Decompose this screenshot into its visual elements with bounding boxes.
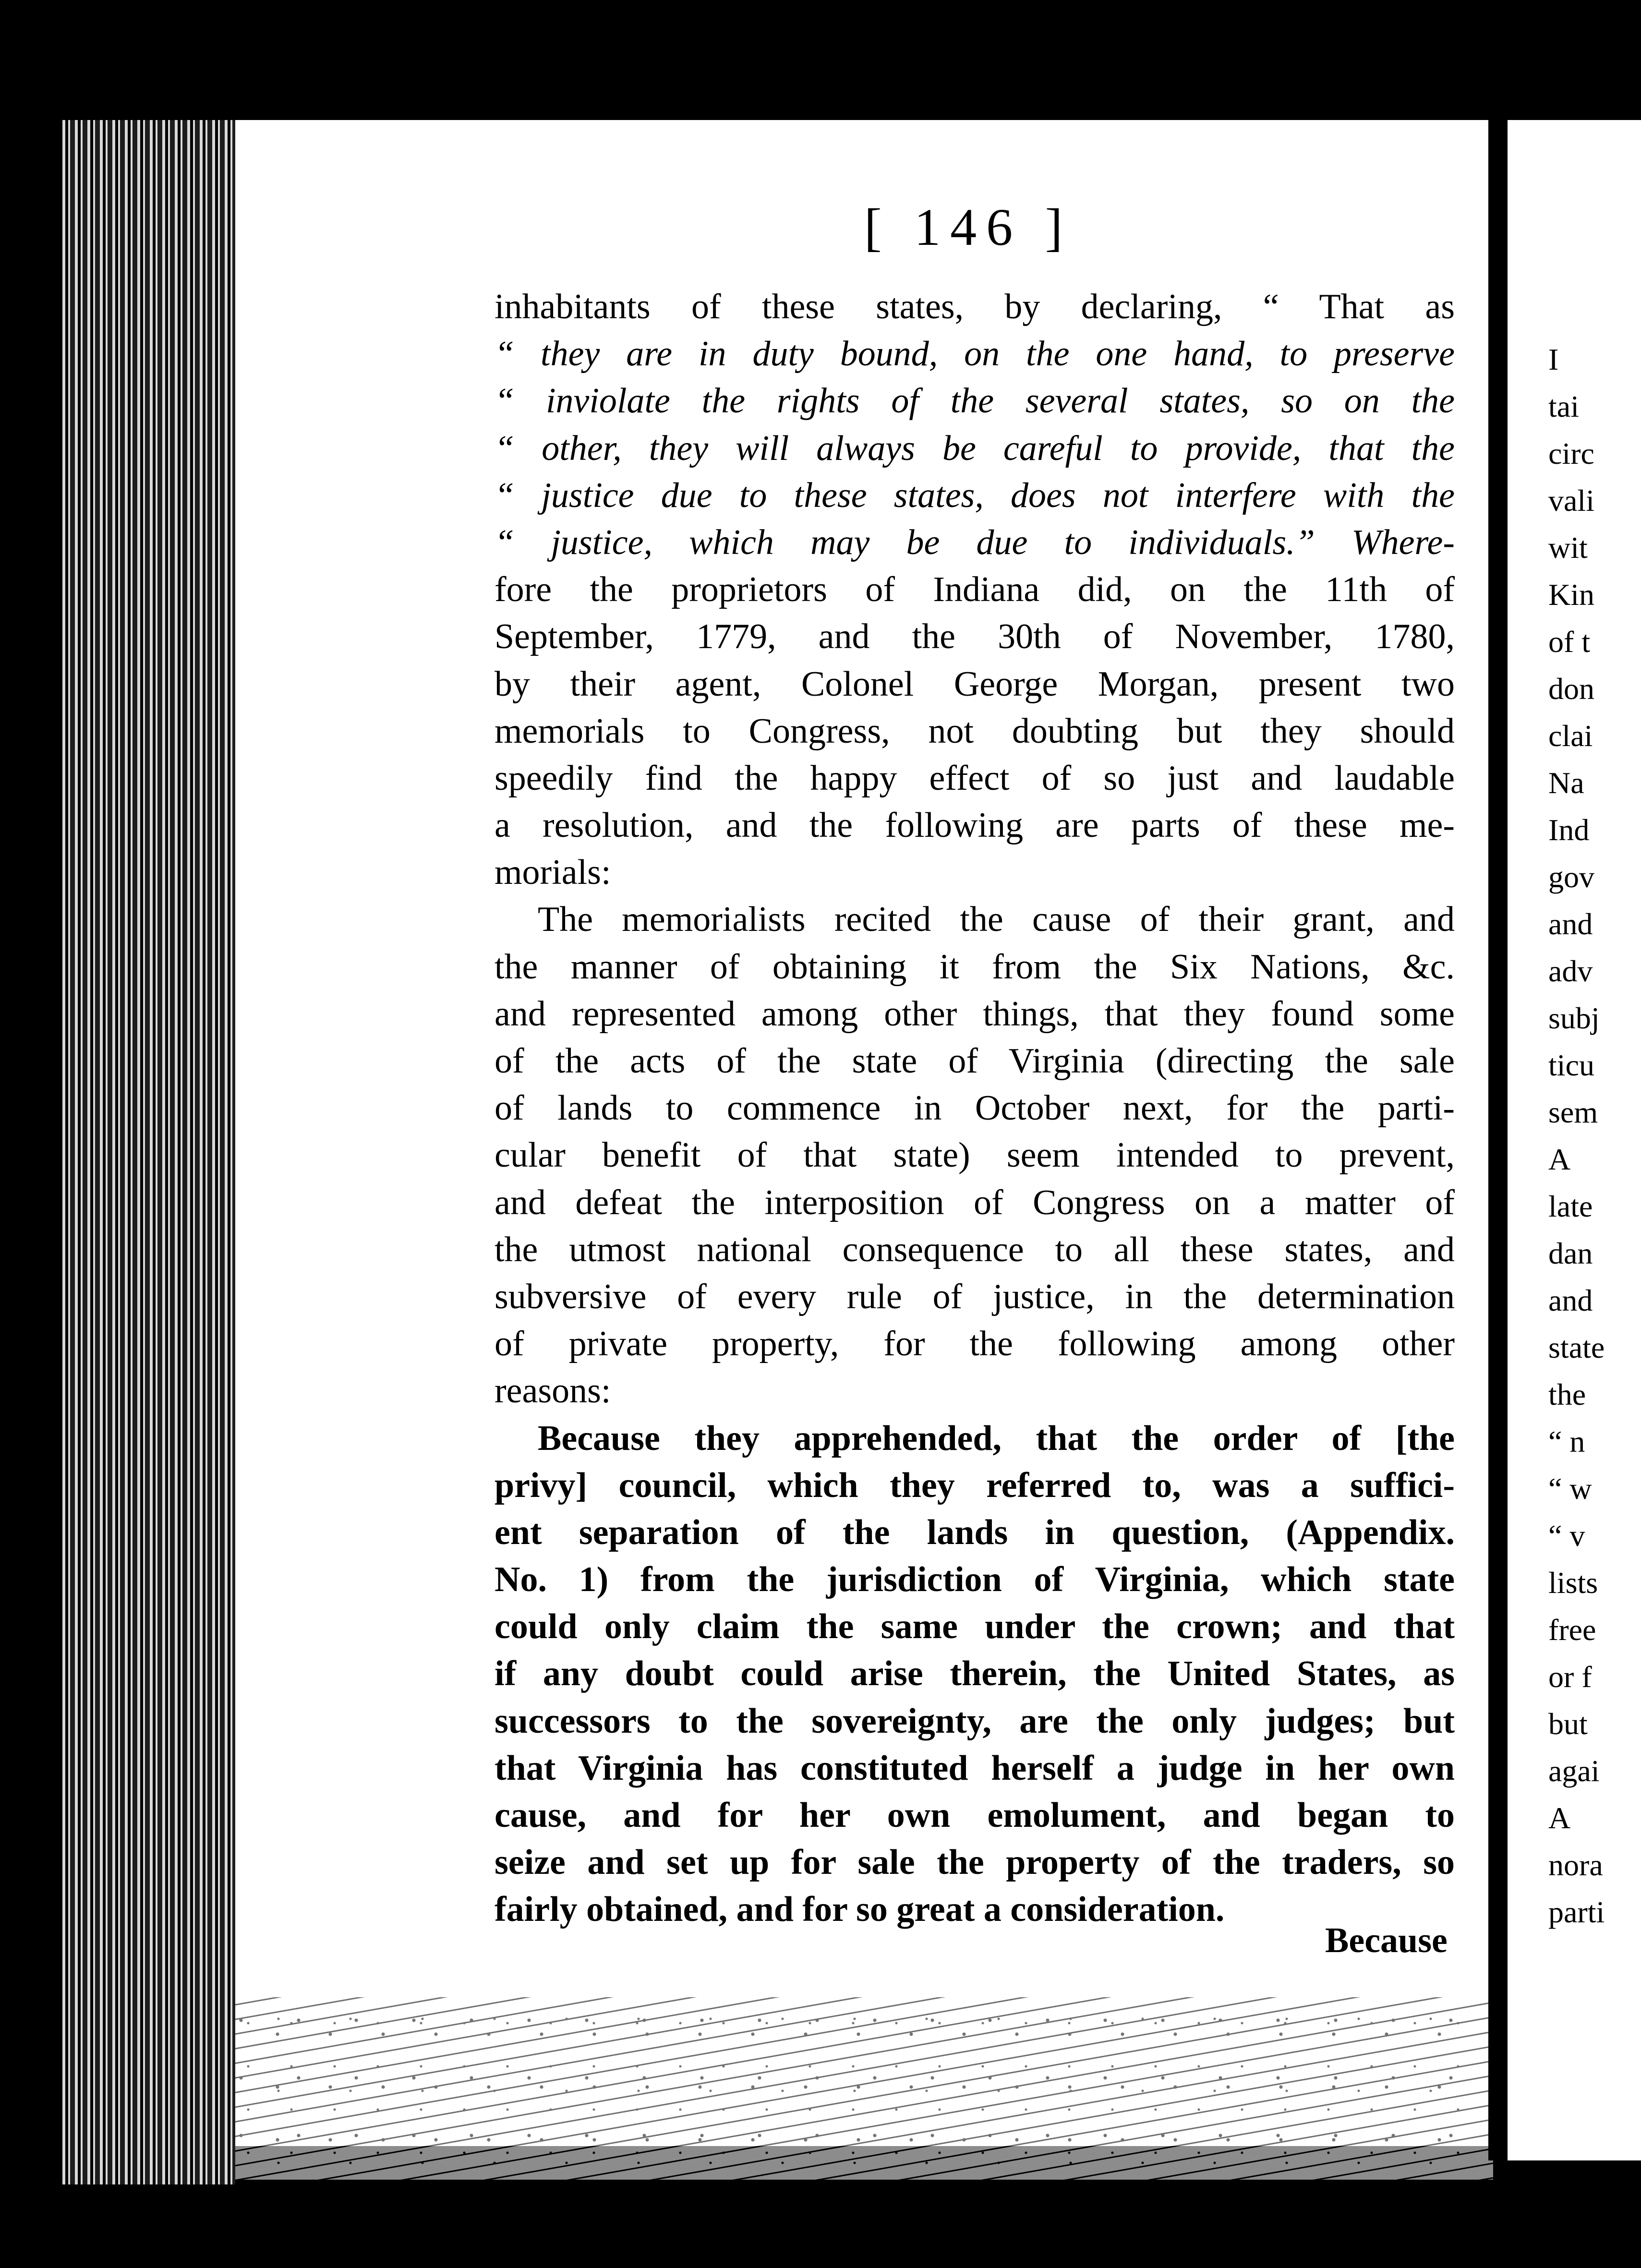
book-page-edges — [62, 120, 235, 2184]
facing-page-fragment: vali — [1548, 483, 1594, 518]
text-line: fore the proprietors of Indiana did, on the 11th of — [495, 570, 1455, 610]
facing-page-fragment: subj — [1548, 1001, 1600, 1035]
facing-page-fragment: “ v — [1548, 1519, 1585, 1553]
text-line: and represented among other things, that they found some — [495, 994, 1455, 1034]
text-line: September, 1779, and the 30th of November, 1780, — [495, 617, 1455, 657]
facing-page-fragment: tai — [1548, 389, 1579, 423]
text-line: “ other, they will always be careful to provide, that the — [495, 428, 1455, 468]
facing-page-fragment: Ind — [1548, 813, 1590, 847]
facing-page-fragment: don — [1548, 672, 1594, 706]
text-line: by their agent, Colonel George Morgan, present two — [495, 664, 1455, 704]
facing-page-fragment: A — [1548, 1801, 1571, 1835]
text-line: successors to the sovereignty, are the only judges; but — [495, 1701, 1455, 1741]
body-text — [495, 283, 1455, 1933]
facing-page-fragment: I — [1548, 342, 1559, 376]
text-line: of private property, for the following among other — [495, 1324, 1455, 1364]
facing-page-fragment: “ w — [1548, 1472, 1592, 1506]
text-line: cular benefit of that state) seem intended to prevent, — [495, 1135, 1455, 1175]
text-line: seize and set up for sale the property of the traders, so — [495, 1843, 1455, 1882]
text-line: the manner of obtaining it from the Six Nations, &c. — [495, 947, 1455, 987]
page-scan-noise — [235, 1997, 1493, 2180]
text-line: Because they apprehended, that the order of [the — [538, 1418, 1455, 1458]
text-line: reasons: — [495, 1371, 611, 1411]
facing-page-fragment: parti — [1548, 1895, 1605, 1929]
text-line: memorials to Congress, not doubting but they should — [495, 711, 1455, 751]
text-line: morials: — [495, 853, 611, 893]
text-line: ent separation of the lands in question, (Appendix. — [495, 1512, 1455, 1552]
facing-page-fragment: but — [1548, 1707, 1588, 1741]
facing-page-fragment: ticu — [1548, 1048, 1594, 1082]
text-line: “ inviolate the rights of the several states, so on the — [495, 381, 1455, 421]
text-line: of lands to commence in October next, for the parti- — [495, 1088, 1455, 1128]
facing-page-fragment: and — [1548, 907, 1593, 941]
text-line: privy] council, which they referred to, was a suffici- — [495, 1465, 1455, 1505]
text-line: the utmost national consequence to all these states, and — [495, 1230, 1455, 1269]
text-line: “ justice due to these states, does not interfere with the — [495, 475, 1455, 515]
facing-page-fragment: state — [1548, 1330, 1605, 1364]
facing-page-fragment: sem — [1548, 1095, 1598, 1129]
text-line: of the acts of the state of Virginia (directing the sale — [495, 1041, 1455, 1081]
facing-page-fragment: nora — [1548, 1848, 1603, 1882]
facing-page-fragment: dan — [1548, 1236, 1593, 1270]
text-line: that Virginia has constituted herself a judge in her own — [495, 1748, 1455, 1788]
facing-page-fragment: gov — [1548, 860, 1594, 894]
facing-page-fragment: the — [1548, 1377, 1586, 1411]
facing-page-fragment: or f — [1548, 1660, 1592, 1694]
text-line: cause, and for her own emolument, and began to — [495, 1796, 1455, 1835]
text-line: and defeat the interposition of Congress on a matter of — [495, 1182, 1455, 1222]
text-line: “ they are in duty bound, on the one hand, to preserve — [495, 334, 1455, 374]
text-line: could only claim the same under the crown; and that — [495, 1607, 1455, 1647]
facing-page-fragment: Na — [1548, 766, 1584, 800]
facing-page-text — [1548, 336, 1641, 1936]
facing-page-fragment: free — [1548, 1613, 1596, 1647]
facing-page-fragment: of t — [1548, 625, 1591, 659]
catchword: Because — [1325, 1921, 1448, 1960]
facing-page-fragment: “ n — [1548, 1424, 1585, 1459]
text-line: inhabitants of these states, by declaring, “ That as — [495, 287, 1455, 326]
text-line: a resolution, and the following are parts of these me- — [495, 806, 1455, 845]
facing-page-fragment: agai — [1548, 1754, 1600, 1788]
facing-page-fragment: lists — [1548, 1566, 1598, 1600]
text-line: “ justice, which may be due to individuals.” Where- — [495, 522, 1455, 562]
text-line: speedily find the happy effect of so just and laudable — [495, 758, 1455, 798]
text-line: The memorialists recited the cause of their grant, and — [538, 900, 1455, 940]
facing-page-fragment: adv — [1548, 954, 1593, 988]
facing-page-fragment: and — [1548, 1283, 1593, 1317]
book-gutter — [1488, 120, 1497, 2160]
text-line: fairly obtained, and for so great a consideration. — [495, 1890, 1225, 1930]
text-line: subversive of every rule of justice, in the determination — [495, 1277, 1455, 1316]
facing-page-fragment: circ — [1548, 436, 1594, 470]
facing-page-fragment: clai — [1548, 719, 1593, 753]
facing-page-fragment: late — [1548, 1189, 1593, 1223]
text-line: if any doubt could arise therein, the United States, as — [495, 1654, 1455, 1694]
facing-page-fragment: wit — [1548, 531, 1588, 565]
facing-page-fragment: Kin — [1548, 578, 1594, 612]
facing-page-fragment: A — [1548, 1142, 1571, 1176]
text-line: No. 1) from the jurisdiction of Virginia, which state — [495, 1560, 1455, 1600]
page-number: [ 146 ] — [864, 198, 1073, 256]
